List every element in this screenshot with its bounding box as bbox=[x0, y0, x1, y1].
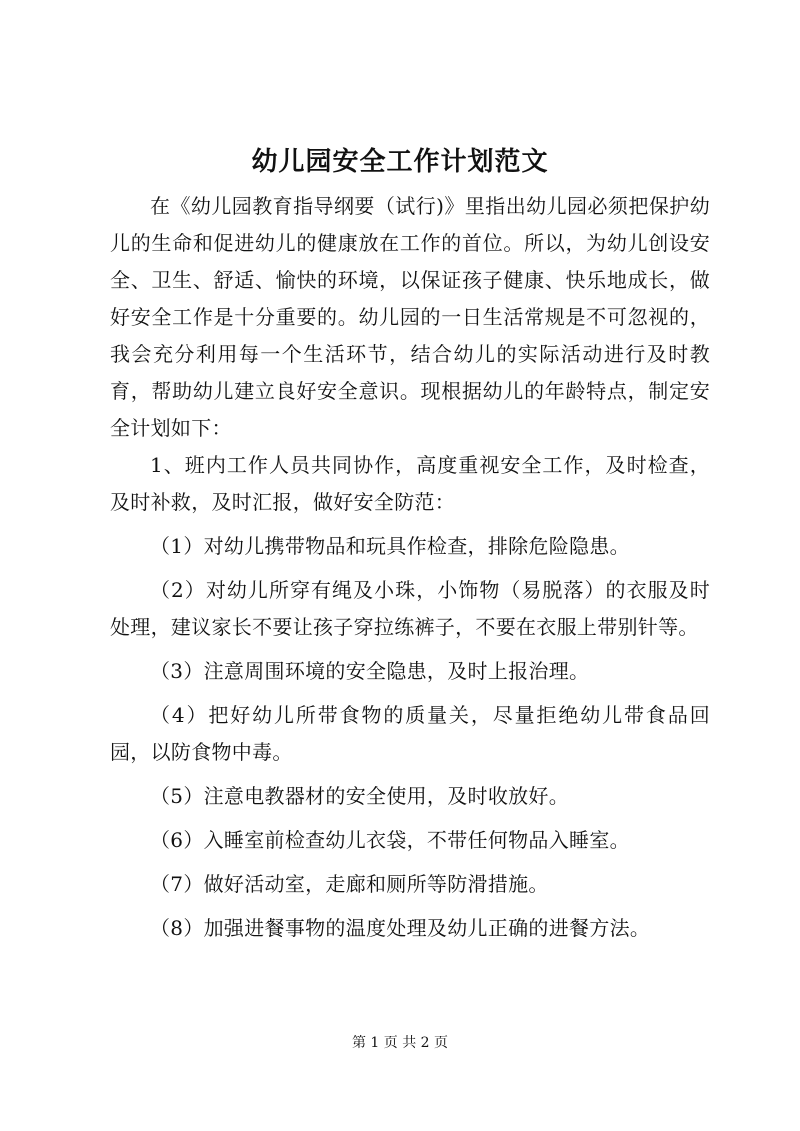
item-1-paragraph: （1）对幼儿携带物品和玩具作检查，排除危险隐患。 bbox=[150, 534, 630, 558]
item-6-paragraph: （6）入睡室前检查幼儿衣袋，不带任何物品入睡室。 bbox=[150, 828, 630, 852]
item-5-paragraph: （5）注意电教器材的安全使用，及时收放好。 bbox=[150, 784, 570, 808]
page-footer bbox=[0, 1033, 800, 1053]
page-number-label: 第 1 页 共 2 页 bbox=[351, 1035, 449, 1051]
item-7-paragraph: （7）做好活动室，走廊和厕所等防滑措施。 bbox=[150, 872, 549, 896]
item-3-paragraph: （3）注意周围环境的安全隐患，及时上报治理。 bbox=[150, 659, 590, 683]
item-2-paragraph: （2）对幼儿所穿有绳及小珠，小饰物（易脱落）的衣服及时处理，建议家长不要让孩子穿拉练裤子，不要在衣服上带别针等。 bbox=[110, 578, 710, 639]
section-1-paragraph: 1、班内工作人员共同协作，高度重视安全工作，及时检查，及时补救，及时汇报，做好安全防范： bbox=[110, 453, 710, 514]
item-4-paragraph: （4）把好幼儿所带食物的质量关，尽量拒绝幼儿带食品回园，以防食物中毒。 bbox=[110, 703, 710, 764]
intro-paragraph: 在《幼儿园教育指导纲要（试行)》里指出幼儿园必须把保护幼儿的生命和促进幼儿的健康放在工作的首位。所以，为幼儿创设安全、卫生、舒适、愉快的环境，以保证孩子健康、快乐地成长，做好安全工作是十分重要的。幼儿园的一日生活常规是不可忽视的，我会充分利用每一个生活环节，结合幼儿的实际活动进行及时教育，帮助幼儿建立良好安全意识。现根据幼儿的年龄特点，制定安全计划如下： bbox=[110, 194, 710, 440]
document-title: 幼儿园安全工作计划范文 bbox=[251, 147, 549, 177]
item-8-paragraph: （8）加强进餐事物的温度处理及幼儿正确的进餐方法。 bbox=[150, 916, 651, 940]
document-body bbox=[110, 188, 710, 947]
